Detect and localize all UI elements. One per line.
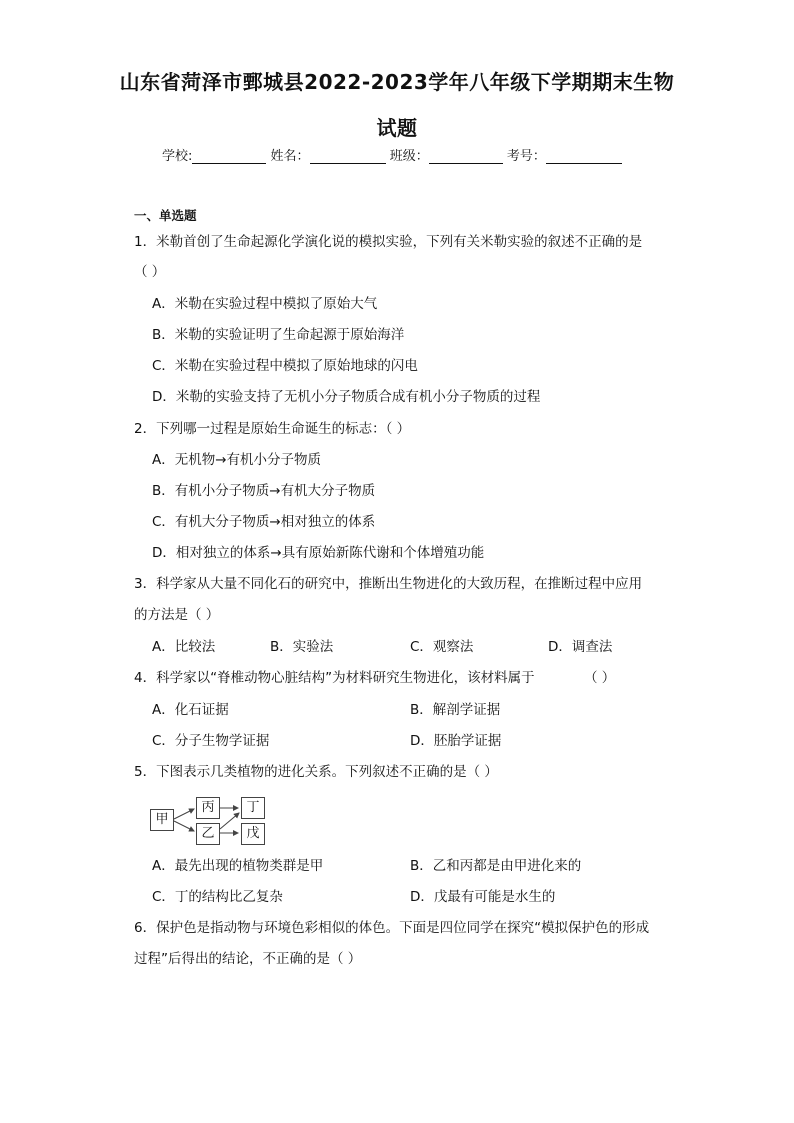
question-4-option-c[interactable]: C．分子生物学证据 [152, 733, 270, 749]
school-label: 学校: [162, 149, 193, 164]
question-3-option-d[interactable]: D．调查法 [548, 639, 613, 655]
question-1-option-d[interactable]: D．米勒的实验支持了无机小分子物质合成有机小分子物质的过程 [152, 389, 541, 405]
question-4-option-d[interactable]: D．胚胎学证据 [410, 733, 502, 749]
name-label: 姓名： [270, 149, 310, 164]
school-blank[interactable] [192, 149, 266, 164]
diagram-box-yi: 乙 [196, 823, 220, 845]
question-1-stem-cont: （ ） [134, 264, 166, 280]
exam-no-label: 考号： [506, 149, 546, 164]
page-title-line1: 山东省菏泽市鄄城县2022-2023学年八年级下学期期末生物 [119, 70, 675, 94]
student-info-row [162, 145, 622, 164]
question-3-option-c[interactable]: C．观察法 [410, 639, 474, 655]
question-1-option-a[interactable]: A．米勒在实验过程中模拟了原始大气 [152, 296, 378, 312]
question-6-stem-cont: 过程”后得出的结论，不正确的是（ ） [134, 951, 362, 967]
question-6-stem: 6．保护色是指动物与环境色彩相似的体色。下面是四位同学在探究“模拟保护色的形成 [134, 920, 650, 936]
question-4-option-a[interactable]: A．化石证据 [152, 702, 229, 718]
page-title-line2: 试题 [376, 116, 418, 140]
question-1-stem: 1．米勒首创了生命起源化学演化说的模拟实验，下列有关米勒实验的叙述不正确的是 [134, 234, 643, 250]
question-2-stem: 2．下列哪一过程是原始生命诞生的标志：（ ） [134, 421, 411, 437]
question-2-option-c[interactable]: C．有机大分子物质→相对独立的体系 [152, 514, 376, 530]
question-2-option-a[interactable]: A．无机物→有机小分子物质 [152, 452, 322, 468]
question-4-option-b[interactable]: B．解剖学证据 [410, 702, 501, 718]
name-blank[interactable] [310, 149, 386, 164]
exam-no-blank[interactable] [546, 149, 622, 164]
question-3-stem-cont: 的方法是（ ） [134, 607, 220, 623]
question-3-option-a[interactable]: A．比较法 [152, 639, 216, 655]
question-3-option-b[interactable]: B．实验法 [270, 639, 334, 655]
question-1-option-c[interactable]: C．米勒在实验过程中模拟了原始地球的闪电 [152, 358, 418, 374]
question-3-stem: 3．科学家从大量不同化石的研究中，推断出生物进化的大致历程，在推断过程中应用 [134, 576, 643, 592]
diagram-box-ding: 丁 [241, 797, 265, 819]
diagram-box-wu: 戊 [241, 823, 265, 845]
plant-evolution-diagram [148, 797, 268, 847]
question-2-option-d[interactable]: D．相对独立的体系→具有原始新陈代谢和个体增殖功能 [152, 545, 485, 561]
diagram-box-bing: 丙 [196, 797, 220, 819]
diagram-box-jia: 甲 [150, 809, 174, 831]
question-5-option-b[interactable]: B．乙和丙都是由甲进化来的 [410, 858, 582, 874]
question-2-option-b[interactable]: B．有机小分子物质→有机大分子物质 [152, 483, 376, 499]
section-heading: 一、单选题 [134, 208, 197, 223]
class-label: 班级： [389, 149, 429, 164]
question-5-stem: 5．下图表示几类植物的进化关系。下列叙述不正确的是（ ） [134, 764, 498, 780]
question-5-option-d[interactable]: D．戊最有可能是水生的 [410, 889, 556, 905]
question-5-option-c[interactable]: C．丁的结构比乙复杂 [152, 889, 283, 905]
question-5-option-a[interactable]: A．最先出现的植物类群是甲 [152, 858, 324, 874]
question-4-stem-paren: （ ） [584, 670, 616, 686]
question-1-option-b[interactable]: B．米勒的实验证明了生命起源于原始海洋 [152, 327, 405, 343]
class-blank[interactable] [429, 149, 503, 164]
question-4-stem: 4．科学家以“脊椎动物心脏结构”为材料研究生物进化，该材料属于 [134, 670, 535, 686]
